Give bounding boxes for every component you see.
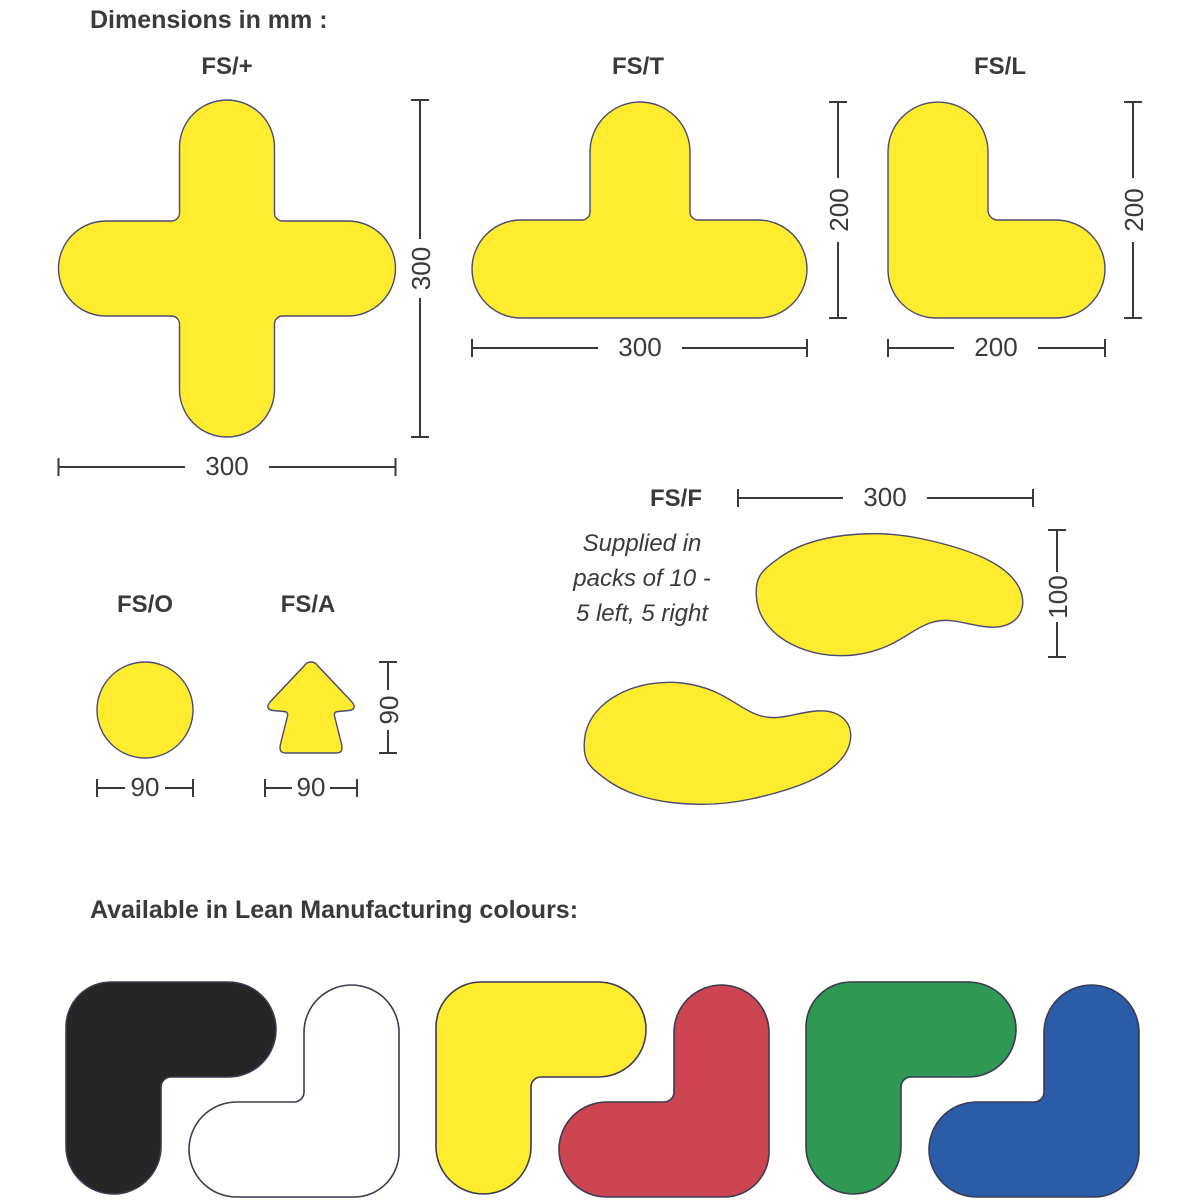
figure-plus <box>40 90 460 490</box>
footprints-width-dimension <box>738 482 1033 512</box>
label-fs-l: FS/L <box>974 53 1026 80</box>
label-fs-f: FS/F <box>650 485 702 512</box>
footprints-note-line1: Supplied in <box>582 530 702 557</box>
circle-shape <box>97 662 193 758</box>
circle-width-value: 90 <box>130 772 160 802</box>
footprints-height-value: 100 <box>1043 575 1073 619</box>
arrow-height-value: 90 <box>374 695 404 725</box>
figure-circle <box>70 640 230 810</box>
tee-height-dimension <box>824 102 854 318</box>
colours-title: Available in Lean Manufacturing colours: <box>90 896 579 924</box>
figure-footprints <box>560 480 1200 820</box>
footprints-note-line2: packs of 10 - <box>573 565 711 592</box>
plus-height-value: 300 <box>406 246 436 291</box>
l-shape <box>888 102 1105 318</box>
plus-width-value: 300 <box>205 451 249 481</box>
footprints-note-line3: 5 left, 5 right <box>575 600 709 627</box>
circle-width-dimension <box>97 772 193 802</box>
footprint-left-shape <box>584 682 851 804</box>
ell-width-dimension <box>888 332 1105 362</box>
plus-width-dimension <box>59 451 396 481</box>
tee-shape <box>472 102 807 318</box>
plus-shape <box>59 100 396 437</box>
label-fs-t: FS/T <box>612 53 664 80</box>
arrow-up-shape <box>268 662 354 753</box>
plus-height-dimension <box>406 100 436 437</box>
page-title: Dimensions in mm : <box>90 6 328 34</box>
figure-tee <box>460 90 860 380</box>
tee-width-dimension <box>472 332 807 362</box>
tee-height-value: 200 <box>824 188 854 232</box>
label-fs-plus: FS/+ <box>201 53 253 80</box>
label-fs-o: FS/O <box>116 591 173 618</box>
arrow-width-value: 90 <box>296 772 326 802</box>
arrow-width-dimension <box>265 772 357 802</box>
ell-height-dimension <box>1119 102 1149 318</box>
footprints-height-dimension <box>1043 530 1073 657</box>
tee-width-value: 300 <box>618 332 662 362</box>
ell-height-value: 200 <box>1119 188 1149 232</box>
footprints-width-value: 300 <box>863 482 907 512</box>
label-fs-a: FS/A <box>280 591 336 618</box>
colour-swatches <box>50 975 1170 1200</box>
figure-arrow <box>250 640 420 810</box>
ell-width-value: 200 <box>974 332 1018 362</box>
footprint-right-shape <box>756 534 1023 656</box>
arrow-height-dimension <box>374 662 404 753</box>
figure-ell <box>870 90 1200 380</box>
